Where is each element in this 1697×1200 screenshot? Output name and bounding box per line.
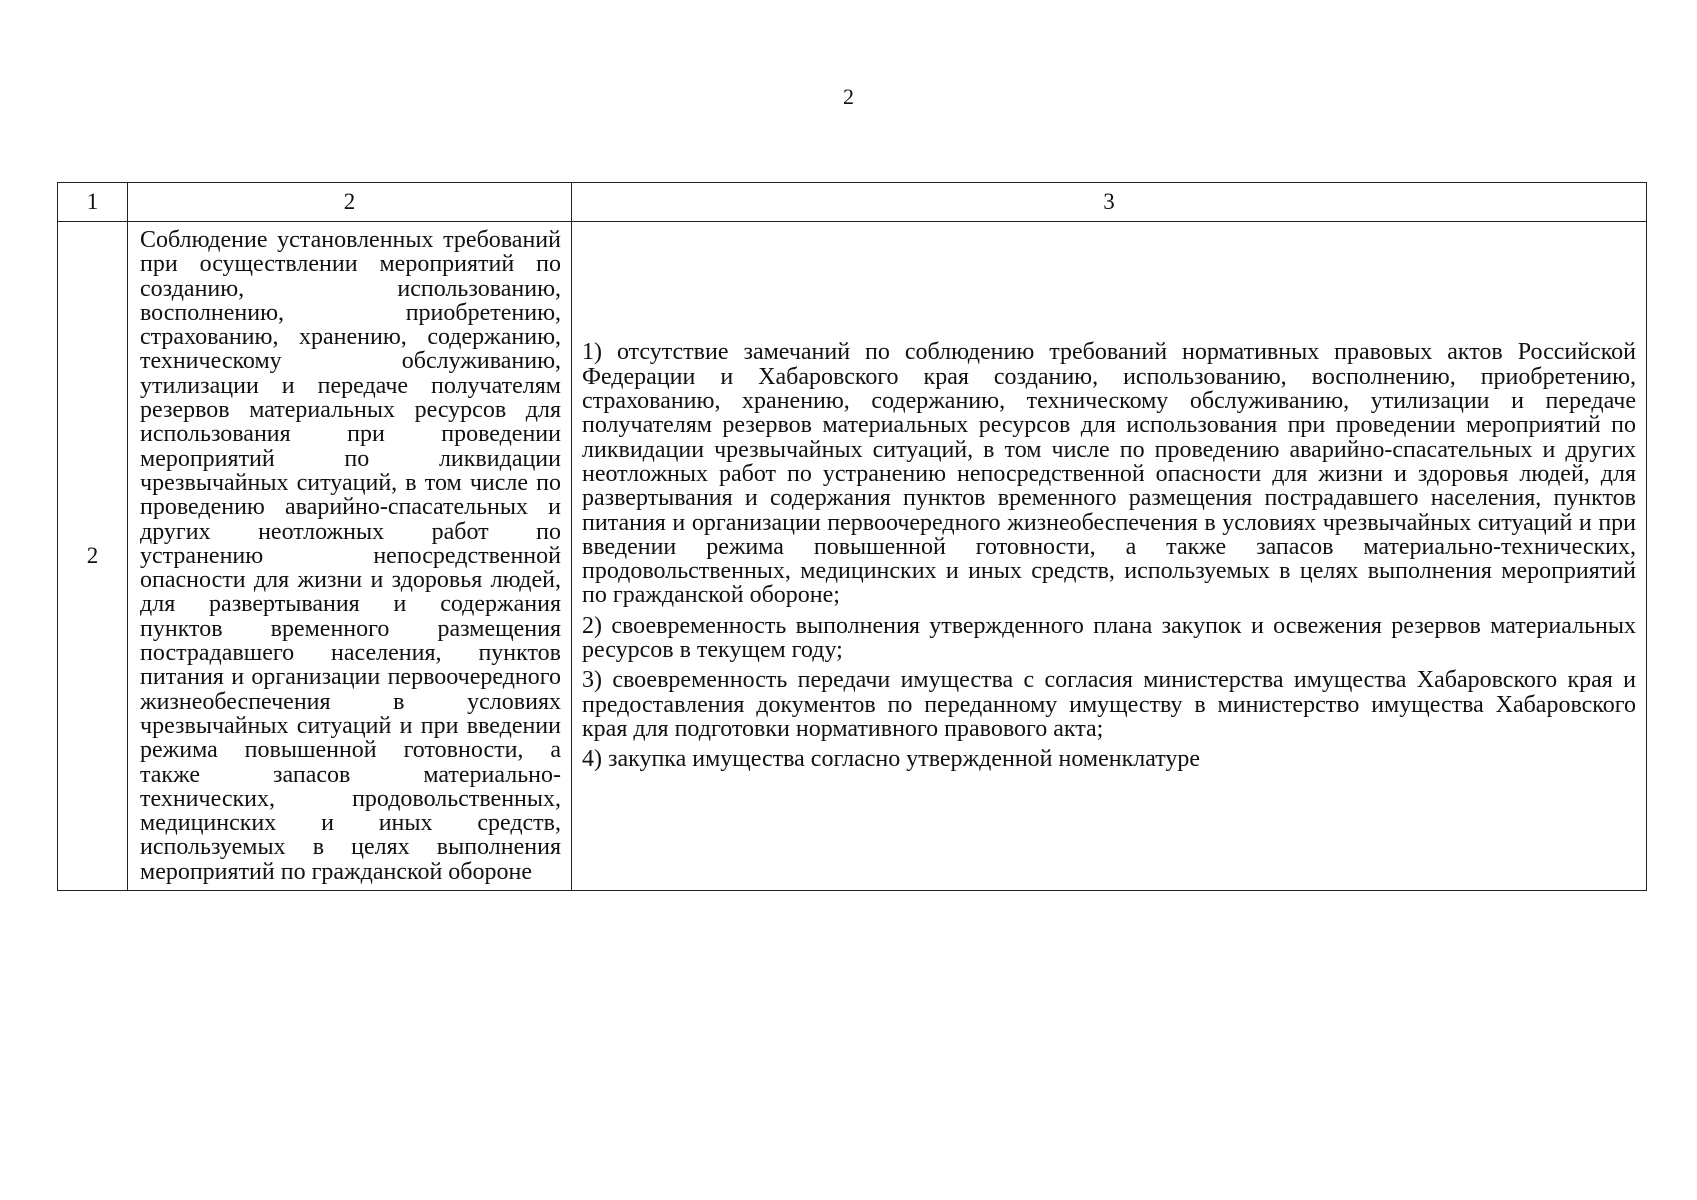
indicator-item-4: 4) закупка имущества согласно утвержденной номенклатуре [582, 746, 1201, 773]
row-number-cell: 2 [58, 222, 128, 891]
header-cell-1: 1 [58, 183, 128, 222]
table-header-row [58, 183, 1647, 222]
page-number: 2 [843, 84, 854, 109]
indicators-cell [572, 222, 1647, 891]
header-cell-3: 3 [572, 183, 1647, 222]
indicator-item-2: 2) своевременность выполнения утвержденного плана закупок и освежения резервов материальных ресурсов в текущем году; [582, 612, 1636, 664]
indicator-item-1: 1) отсутствие замечаний по соблюдению требований нормативных правовых актов Российской Федерации и Хабаровского края созданию, использованию, восполнению, приобретению, страхованию, хранению, содержанию, техническому обслуживанию, утилизации и передаче получателям резервов материальных ресурсов для использования при проведении мероприятий по ликвидации чрезвычайных ситуаций, в том числе по проведению аварийно-спасательных и других неотложных работ по устранению непосредственной опасности для жизни и здоровья людей, для развертывания и содержания пунктов временного размещения пострадавшего населения, пунктов питания и организации первоочередного жизнеобеспечения в условиях чрезвычайных ситуаций и при введении режима повышенной готовности, а также запасов материально-технических, продовольственных, медицинских и иных средств, используемых в целях выполнения мероприятий по гражданской обороне; [582, 339, 1636, 609]
table-row [58, 222, 1647, 891]
header-cell-2: 2 [128, 183, 572, 222]
criteria-table [57, 182, 1647, 891]
indicator-item-3: 3) своевременность передачи имущества с согласия министерства имущества Хабаровского края и предоставления документов по переданному имуществу в министерство имущества Хабаровского края для подготовки нормативного правового акта; [582, 667, 1636, 742]
criterion-cell: Соблюдение установленных требований при осуществлении мероприятий по созданию, использованию, восполнению, приобретению, страхованию, хранению, содержанию, техническому обслуживанию, утилизации и передаче получателям резервов материальных ресурсов для использования при проведении мероприятий по ликвидации чрезвычайных ситуаций, в том числе по проведению аварийно-спасательных и других неотложных работ по устранению непосредственной опасности для жизни и здоровья людей, для развертывания и содержания пунктов временного размещения пострадавшего населения, пунктов питания и организации первоочередного жизнеобеспечения в условиях чрезвычайных ситуаций и при введении режима повышенной готовности, а также запасов материально-технических, продовольственных, медицинских и иных средств, используемых в целях выполнения мероприятий по гражданской обороне [128, 222, 572, 891]
